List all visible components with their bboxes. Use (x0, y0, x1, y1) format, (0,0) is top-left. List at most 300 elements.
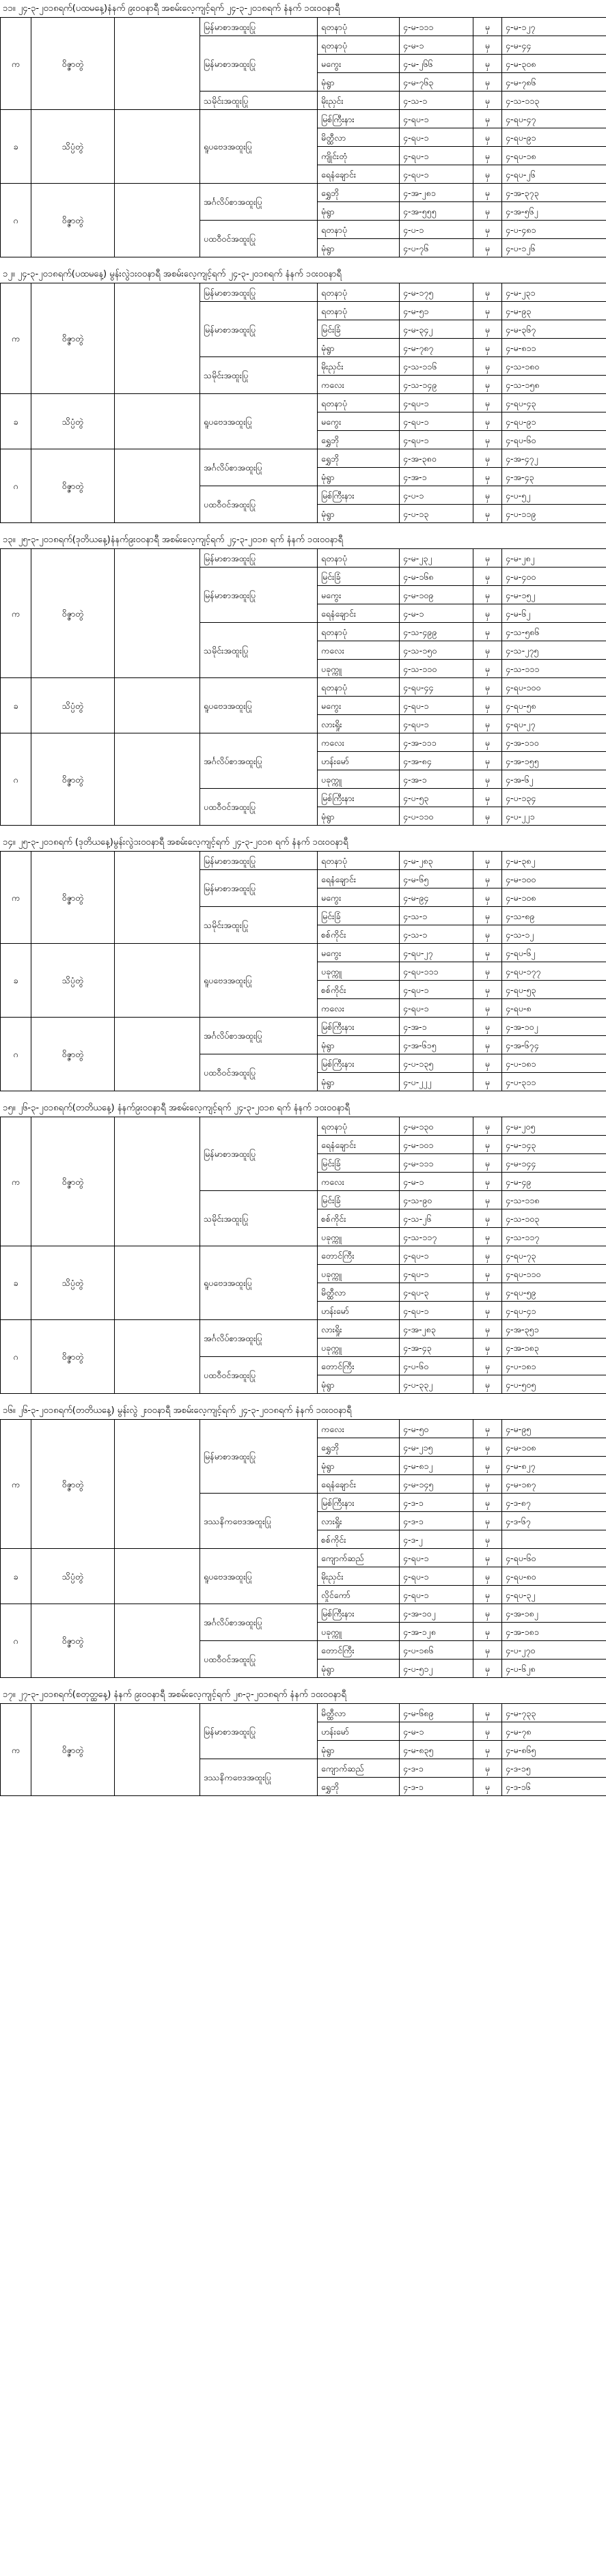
group-stream: သိပ္ပံတွဲ (31, 678, 115, 733)
center-name: ပခုက္ကူ (318, 770, 400, 789)
roll-end: ၄-ပ-၆၂၈ (502, 1660, 606, 1678)
group-number: ဂ (1, 1320, 31, 1394)
roll-start: ၄-အ-၆၁၅ (400, 1036, 473, 1054)
roll-to: မှ (473, 468, 502, 486)
roll-end: ၄-ရပ-၅၃ (502, 981, 606, 999)
roll-end: ၄-ပ-၁၃၄ (502, 789, 606, 807)
roll-end: ၄-သ-၁၂ (502, 925, 606, 944)
center-name: ရွှေဘို (318, 1778, 400, 1796)
group-stream: ဝိဇ္ဇာတွဲ (31, 733, 115, 826)
roll-start: ၄-မ-၃၄၂ (400, 320, 473, 339)
empty-cell (115, 110, 200, 184)
roll-end: ၄-ရပ-၉၁ (502, 128, 606, 147)
roll-to: မှ (473, 752, 502, 770)
center-name: ကလေး (318, 733, 400, 752)
roll-end: ၄-မ-၂၃၁ (502, 283, 606, 302)
group-number: ဂ (1, 733, 31, 826)
roll-to: မှ (473, 1357, 502, 1375)
roll-to: မှ (473, 147, 502, 165)
empty-cell (115, 1117, 200, 1246)
center-name: မြင်းခြံ (318, 1191, 400, 1209)
roll-to: မှ (473, 36, 502, 55)
center-name: ရတနာပုံ (318, 18, 400, 36)
roll-end: ၄-မ-၁၀၈ (502, 888, 606, 907)
roll-end: ၄-မ-၄၉ (502, 1173, 606, 1191)
subject-name: မြန်မာစာအထူးပြု (200, 283, 318, 302)
center-name: လှိုင်ကော် (318, 1586, 400, 1604)
block-title: ၁၄။ ၂၅-၃-၂၀၁၈ရက် (ဒုတိယနေ့)မွန်းလွဲ၁း၀၀နာရီ အစမ်းလေ့ကျင့်ရက် ၂၄-၃-၂၀၁၈ ရက် နံနက် ၁၀း၀၀နာရီ (3, 837, 348, 848)
roll-end: ၄-မ-၆၂ (502, 604, 606, 623)
roll-start: ၄-မ-၁၆၈ (400, 568, 473, 586)
roll-start: ၄-မ-၁၃၀ (400, 1117, 473, 1136)
group-stream: သိပ္ပံတွဲ (31, 110, 115, 184)
subject-name: ပထဝီဝင်အထူးပြု (200, 221, 318, 257)
roll-end: ၄-အ-၃၅၁ (502, 1320, 606, 1339)
center-name: ရွှေဘို (318, 449, 400, 468)
roll-to: မှ (473, 604, 502, 623)
roll-end: ၄-ရပ-၆၂ (502, 944, 606, 962)
center-name: မုံရွာ (318, 807, 400, 826)
roll-to: မှ (473, 1704, 502, 1722)
roll-end: ၄-သ-၁၅၈ (502, 376, 606, 394)
center-name: ပခုက္ကူ (318, 1623, 400, 1641)
roll-start: ၄-မ-၂၆၆ (400, 55, 473, 73)
center-name: မြစ်ကြီးနား (318, 789, 400, 807)
block-spacer (0, 826, 606, 834)
roll-to: မှ (473, 1660, 502, 1678)
roll-start: ၄-ရပ-၁ (400, 1567, 473, 1586)
center-name: ရတနာပုံ (318, 1117, 400, 1136)
roll-to: မှ (473, 73, 502, 92)
roll-start: ၄-သ-၁၅၀ (400, 641, 473, 660)
roll-start: ၄-ဒ-၂ (400, 1530, 473, 1549)
roll-end: ၄-ရပ-၂၆ (502, 165, 606, 184)
subject-name: ရူပဗေဒအထူးပြု (200, 1549, 318, 1604)
roll-end: ၄-အ-၅၆၂ (502, 202, 606, 221)
roll-start: ၄-မ-၁၁၁ (400, 18, 473, 36)
center-name: တောင်ကြီး (318, 1246, 400, 1265)
roll-end: ၄-ရပ-၂၇ (502, 715, 606, 733)
subject-name: မြန်မာစာအထူးပြု (200, 18, 318, 36)
roll-to: မှ (473, 505, 502, 523)
roll-start: ၄-မ-၇၆၃ (400, 73, 473, 92)
roll-end: ၄-မ-၁၀၈ (502, 1438, 606, 1457)
roll-start: ၄-အ-၅၅၅ (400, 202, 473, 221)
roll-start: ၄-မ-၁ (400, 36, 473, 55)
schedule-block (0, 1686, 606, 1796)
roll-to: မှ (473, 1136, 502, 1154)
roll-end: ၄-မ-၁၄၄ (502, 1154, 606, 1173)
roll-to: မှ (473, 55, 502, 73)
roll-to: မှ (473, 1759, 502, 1778)
group-number: က (1, 549, 31, 678)
roll-start: ၄-ရပ-၁ (400, 128, 473, 147)
empty-cell (115, 1549, 200, 1604)
roll-start: ၄-ရပ-၁ (400, 697, 473, 715)
roll-to: မှ (473, 184, 502, 202)
roll-end: ၄-မ-၁၅၂ (502, 586, 606, 604)
roll-to: မှ (473, 449, 502, 468)
group-stream: ဝိဇ္ဇာတွဲ (31, 1704, 115, 1796)
center-name: ကလေး (318, 376, 400, 394)
subject-name: ပထဝီဝင်အထူးပြု (200, 486, 318, 523)
roll-start: ၄-ရပ-၁ (400, 394, 473, 412)
empty-cell (115, 1018, 200, 1091)
roll-end: ၄-ရပ-၈ (502, 999, 606, 1018)
center-name: မုံရွာ (318, 1073, 400, 1091)
group-number: က (1, 1704, 31, 1796)
roll-start: ၄-မ-၂၁၅ (400, 1438, 473, 1457)
center-name: ရတနာပုံ (318, 36, 400, 55)
group-number: ခ (1, 1246, 31, 1320)
roll-start: ၄-မ-၈၃၅ (400, 1741, 473, 1759)
roll-end: ၄-ရပ-၇၃ (502, 1246, 606, 1265)
empty-cell (115, 733, 200, 826)
roll-end: ၄-ရပ-၄၃ (502, 394, 606, 412)
group-stream: ဝိဇ္ဇာတွဲ (31, 1018, 115, 1091)
subject-name: ပထဝီဝင်အထူးပြု (200, 1054, 318, 1091)
roll-start: ၄-ပ-၃၃၂ (400, 1375, 473, 1394)
center-name: မြင်းခြံ (318, 1154, 400, 1173)
group-stream: ဝိဇ္ဇာတွဲ (31, 852, 115, 944)
center-name: ဟန်းမော် (318, 1722, 400, 1741)
empty-cell (115, 1604, 200, 1678)
center-name: မြစ်ကြီးနား (318, 1604, 400, 1623)
group-number: ဂ (1, 449, 31, 523)
roll-start: ၄-အ-၁၁၁ (400, 733, 473, 752)
roll-end: ၄-မ-၉၃ (502, 302, 606, 320)
roll-start: ၄-အ-၁၀၂ (400, 1604, 473, 1623)
group-number: က (1, 852, 31, 944)
roll-to: မှ (473, 110, 502, 128)
roll-to: မှ (473, 394, 502, 412)
center-name: မုံရွာ (318, 1375, 400, 1394)
roll-to: မှ (473, 1302, 502, 1320)
roll-end: ၄-မ-၈၆၅ (502, 1741, 606, 1759)
block-spacer (0, 1796, 606, 1804)
roll-start: ၄-မ-၁၄၅ (400, 1475, 473, 1494)
roll-start: ၄-ရပ-၁ (400, 110, 473, 128)
roll-start: ၄-မ-၁၁၁ (400, 1154, 473, 1173)
center-name: မုံရွာ (318, 468, 400, 486)
center-name: ကလေး (318, 999, 400, 1018)
roll-end: ၄-သ-၁၁၃ (502, 92, 606, 110)
roll-to: မှ (473, 807, 502, 826)
center-name: မြင်းခြံ (318, 907, 400, 925)
roll-end: ၄-မ-၈၂၇ (502, 1457, 606, 1475)
center-name: ရတနာပုံ (318, 221, 400, 239)
roll-end: ၄-သ-၁၈၀ (502, 357, 606, 376)
empty-cell (115, 549, 200, 678)
roll-end: ၄-ပ-၁၈၁ (502, 1357, 606, 1375)
subject-name: ရူပဗေဒအထူးပြု (200, 394, 318, 449)
center-name: ရတနာပုံ (318, 394, 400, 412)
roll-end: ၄-မ-၄၀၀ (502, 568, 606, 586)
center-name: ရေနံချောင်း (318, 165, 400, 184)
roll-end: ၄-မ-၁၈၇ (502, 1475, 606, 1494)
roll-end: ၄-ရပ-၆၀ (502, 431, 606, 449)
empty-cell (115, 1246, 200, 1320)
schedule-block (0, 0, 606, 257)
roll-end (502, 1530, 606, 1549)
roll-start: ၄-မ-၈၁၂ (400, 1457, 473, 1475)
roll-start: ၄-မ-၂၈၃ (400, 852, 473, 870)
empty-cell (115, 18, 200, 110)
roll-start: ၄-မ-၅၁ (400, 302, 473, 320)
subject-name: မြန်မာစာအထူးပြု (200, 870, 318, 907)
schedule-block (0, 266, 606, 523)
roll-start: ၄-သ-၁၁၇ (400, 1228, 473, 1246)
roll-end: ၄-ပ-၅၂ (502, 486, 606, 505)
roll-to: မှ (473, 1457, 502, 1475)
block-title: ၁၂။ ၂၄-၃-၂၀၁၈ရက်(ပထမနေ့) မွန်းလွဲ၁း၀၀နာရီ အစမ်းလေ့ကျင့်ရက် ၂၄-၃-၂၀၁၈ရက် နံနက် ၁၀း၀၀နာရီ (3, 269, 342, 279)
group-stream: ဝိဇ္ဇာတွဲ (31, 449, 115, 523)
roll-end: ၄-ရပ-၅၉ (502, 1283, 606, 1302)
block-title: ၁၇။ ၂၇-၃-၂၀၁၈ရက်(စတုတ္ထနေ့) နံနက် ၉း၀၀နာရီ အစမ်းလေ့ကျင့်ရက် ၂၈-၃-၂၀၁၈ရက် နံနက် ၁၀း၀၀နာရီ (3, 1690, 346, 1700)
roll-start: ၄-ရပ-၁ (400, 412, 473, 431)
roll-to: မှ (473, 1209, 502, 1228)
roll-end: ၄-ဒ-၁၆ (502, 1778, 606, 1796)
roll-start: ၄-ဒ-၁ (400, 1494, 473, 1512)
group-number: ခ (1, 110, 31, 184)
roll-start: ၄-သ-၂၆ (400, 1209, 473, 1228)
roll-to: မှ (473, 221, 502, 239)
roll-start: ၄-အ-၂၈၃ (400, 1320, 473, 1339)
roll-end: ၄-ပ-၁၂၆ (502, 239, 606, 257)
subject-name: ရူပဗေဒအထူးပြု (200, 678, 318, 733)
center-name: ရတနာပုံ (318, 302, 400, 320)
roll-to: မှ (473, 1778, 502, 1796)
roll-to: မှ (473, 888, 502, 907)
roll-to: မှ (473, 302, 502, 320)
subject-name: အင်္ဂလိပ်စာအထူးပြု (200, 1320, 318, 1357)
roll-to: မှ (473, 770, 502, 789)
center-name: ကျောက်ဆည် (318, 1549, 400, 1567)
roll-start: ၄-ရပ-၁ (400, 165, 473, 184)
roll-to: မှ (473, 789, 502, 807)
roll-to: မှ (473, 202, 502, 221)
group-number: ဂ (1, 1604, 31, 1678)
subject-name: မြန်မာစာအထူးပြု (200, 549, 318, 568)
block-spacer (0, 257, 606, 266)
roll-end: ၄-အ-၁၁၀ (502, 733, 606, 752)
roll-start: ၄-အ-၁ (400, 468, 473, 486)
roll-start: ၄-ဒ-၁ (400, 1778, 473, 1796)
block-title: ၁၃။ ၂၅-၃-၂၀၁၈ရက်(ဒုတိယနေ့)နံနက်၉း၀၀နာရီ အစမ်းလေ့ကျင့်ရက် ၂၄-၃-၂၀၁၈ ရက် နံနက် ၁၀း၀၀နာရီ (3, 535, 343, 545)
empty-cell (115, 1704, 200, 1796)
roll-to: မှ (473, 320, 502, 339)
center-name: မုံရွာ (318, 202, 400, 221)
table-row (1, 1018, 606, 1036)
roll-end: ၄-အ-၃၇၃ (502, 184, 606, 202)
roll-end: ၄-ပ-၁၁၉ (502, 505, 606, 523)
center-name: လားရှိုး (318, 1512, 400, 1530)
table-row (1, 283, 606, 302)
group-number: က (1, 18, 31, 110)
roll-end: ၄-မ-၃၀၈ (502, 55, 606, 73)
empty-cell (115, 1320, 200, 1394)
center-name: မိတ္ထီလာ (318, 128, 400, 147)
roll-end: ၄-မ-၄၄ (502, 36, 606, 55)
group-stream: ဝိဇ္ဇာတွဲ (31, 1604, 115, 1678)
center-name: လားရှိုး (318, 715, 400, 733)
roll-end: ၄-မ-၃၈၂ (502, 852, 606, 870)
center-name: မြင်းခြံ (318, 568, 400, 586)
group-number: ခ (1, 1549, 31, 1604)
roll-to: မှ (473, 1420, 502, 1438)
roll-end: ၄-ဒ-၁၅ (502, 1759, 606, 1778)
empty-cell (115, 283, 200, 394)
center-name: လားရှိုး (318, 1320, 400, 1339)
group-stream: သိပ္ပံတွဲ (31, 1246, 115, 1320)
roll-start: ၄-မ-၉၄ (400, 888, 473, 907)
group-stream: သိပ္ပံတွဲ (31, 944, 115, 1018)
center-name: မုံရွာ (318, 239, 400, 257)
roll-start: ၄-ရပ-၁၁၁ (400, 962, 473, 981)
roll-end: ၄-မ-၇၈ (502, 1722, 606, 1741)
roll-to: မှ (473, 1567, 502, 1586)
subject-name: ဒဿနိကဗေဒအထူးပြု (200, 1494, 318, 1549)
group-stream: ဝိဇ္ဇာတွဲ (31, 549, 115, 678)
roll-end: ၄-ပ-၃၁၁ (502, 1073, 606, 1091)
roll-to: မှ (473, 412, 502, 431)
center-name: မိုးညှင်း (318, 92, 400, 110)
roll-start: ၄-အ-၈၄ (400, 752, 473, 770)
roll-to: မှ (473, 962, 502, 981)
roll-start: ၄-ရပ-၁ (400, 715, 473, 733)
center-name: ကလေး (318, 1420, 400, 1438)
roll-end: ၄-ပ-၂၂၁ (502, 807, 606, 826)
roll-end: ၄-ရပ-၆၀ (502, 1549, 606, 1567)
subject-name: ပထဝီဝင်အထူးပြု (200, 789, 318, 826)
group-number: ဂ (1, 184, 31, 257)
center-name: ပခုက္ကူ (318, 962, 400, 981)
center-name: မြစ်ကြီးနား (318, 1494, 400, 1512)
roll-to: မှ (473, 870, 502, 888)
subject-name: အင်္ဂလိပ်စာအထူးပြု (200, 184, 318, 221)
roll-to: မှ (473, 1475, 502, 1494)
center-name: မကွေး (318, 586, 400, 604)
roll-start: ၄-ရပ-၂၇ (400, 944, 473, 962)
roll-to: မှ (473, 376, 502, 394)
roll-start: ၄-ရပ-၁ (400, 1549, 473, 1567)
roll-end: ၄-မ-၇၈၆ (502, 73, 606, 92)
roll-end: ၄-မ-၁၀၀ (502, 870, 606, 888)
roll-start: ၄-မ-၁၇၅ (400, 283, 473, 302)
table-row (1, 184, 606, 202)
center-name: မိတ္ထီလာ (318, 1704, 400, 1722)
roll-start: ၄-ရပ-၁ (400, 1246, 473, 1265)
roll-end: ၄-ဒ-၈၇ (502, 1494, 606, 1512)
subject-name: မြန်မာစာအထူးပြု (200, 302, 318, 357)
empty-cell (115, 394, 200, 449)
roll-end: ၄-မ-၁၂၇ (502, 18, 606, 36)
block-title: ၁၆။ ၂၆-၃-၂၀၁၈ရက်(တတိယနေ့) မွန်းလွဲ ၂း၀၀နာရီ အစမ်းလေ့ကျင့်ရက် ၂၄-၃-၂၀၁၈ရက် နံနက် ၁၀း၀၀နာရီ (3, 1405, 352, 1416)
group-number: ခ (1, 678, 31, 733)
block-spacer (0, 1678, 606, 1686)
roll-end: ၄-သ-၁၁၁ (502, 660, 606, 678)
roll-end: ၄-အ-၆၇၄ (502, 1036, 606, 1054)
roll-end: ၄-အ-၁၈၂ (502, 1604, 606, 1623)
table-row (1, 1704, 606, 1722)
roll-to: မှ (473, 641, 502, 660)
center-name: မြစ်ကြီးနား (318, 486, 400, 505)
roll-to: မှ (473, 1246, 502, 1265)
roll-end: ၄-ဒ-၆၇ (502, 1512, 606, 1530)
roll-to: မှ (473, 925, 502, 944)
roll-to: မှ (473, 18, 502, 36)
subject-name: သမိုင်းအထူးပြု (200, 357, 318, 394)
roll-end: ၄-မ-၈၁၁ (502, 339, 606, 357)
roll-start: ၄-ပ-၇၆ (400, 239, 473, 257)
roll-start: ၄-သ-၁၁၀ (400, 660, 473, 678)
center-name: မုံရွာ (318, 505, 400, 523)
subject-name: ရူပဗေဒအထူးပြု (200, 110, 318, 184)
roll-to: မှ (473, 92, 502, 110)
roll-end: ၄-သ-၁၁၇ (502, 1228, 606, 1246)
group-stream: ဝိဇ္ဇာတွဲ (31, 283, 115, 394)
center-name: မကွေး (318, 55, 400, 73)
center-name: ကျိုင်းတုံ (318, 147, 400, 165)
table-row (1, 1604, 606, 1623)
roll-start: ၄-မ-၇၈၇ (400, 339, 473, 357)
roll-start: ၄-မ-၆၈၉ (400, 1704, 473, 1722)
roll-end: ၄-သ-၈၉ (502, 907, 606, 925)
center-name: ပခုက္ကူ (318, 1265, 400, 1283)
roll-start: ၄-သ-၉၀ (400, 1191, 473, 1209)
roll-start: ၄-သ-၁၁၆ (400, 357, 473, 376)
subject-name: သမိုင်းအထူးပြု (200, 907, 318, 944)
roll-start: ၄-အ-၁ (400, 770, 473, 789)
roll-to: မှ (473, 1641, 502, 1660)
subject-name: မြန်မာစာအထူးပြု (200, 36, 318, 92)
subject-name: အင်္ဂလိပ်စာအထူးပြု (200, 1018, 318, 1054)
roll-to: မှ (473, 1722, 502, 1741)
center-name: ပခုက္ကူ (318, 660, 400, 678)
roll-start: ၄-ပ-၆၀ (400, 1357, 473, 1375)
roll-end: ၄-ပ-၂၇၀ (502, 1641, 606, 1660)
center-name: မုံရွာ (318, 1036, 400, 1054)
center-name: ကလေး (318, 641, 400, 660)
group-stream: ဝိဇ္ဇာတွဲ (31, 1420, 115, 1549)
roll-end: ၄-ရပ-၁၇၇ (502, 962, 606, 981)
roll-start: ၄-မ-၁၀၉ (400, 586, 473, 604)
table-row (1, 18, 606, 36)
roll-to: မှ (473, 1283, 502, 1302)
roll-end: ၄-အ-၁၈၃ (502, 1339, 606, 1357)
roll-start: ၄-ပ-၂၂၂ (400, 1073, 473, 1091)
roll-to: မှ (473, 1018, 502, 1036)
roll-to: မှ (473, 1512, 502, 1530)
schedule-table (0, 851, 606, 1091)
roll-start: ၄-ရပ-၁ (400, 1265, 473, 1283)
empty-cell (115, 184, 200, 257)
group-number: က (1, 283, 31, 394)
table-row (1, 1117, 606, 1136)
roll-end: ၄-ပ-၅၀၅ (502, 1375, 606, 1394)
roll-end: ၄-သ-၁၁၈ (502, 1191, 606, 1209)
roll-start: ၄-ရပ-၁ (400, 999, 473, 1018)
schedule-table (0, 1703, 606, 1796)
roll-start: ၄-မ-၂၃၂ (400, 549, 473, 568)
roll-to: မှ (473, 623, 502, 641)
roll-to: မှ (473, 1054, 502, 1073)
subject-name: အင်္ဂလိပ်စာအထူးပြု (200, 1604, 318, 1641)
subject-name: ပထဝီဝင်အထူးပြု (200, 1641, 318, 1678)
center-name: တောင်ကြီး (318, 1641, 400, 1660)
center-name: ပခုက္ကူ (318, 1339, 400, 1357)
roll-start: ၄-မ-၁၀၁ (400, 1136, 473, 1154)
